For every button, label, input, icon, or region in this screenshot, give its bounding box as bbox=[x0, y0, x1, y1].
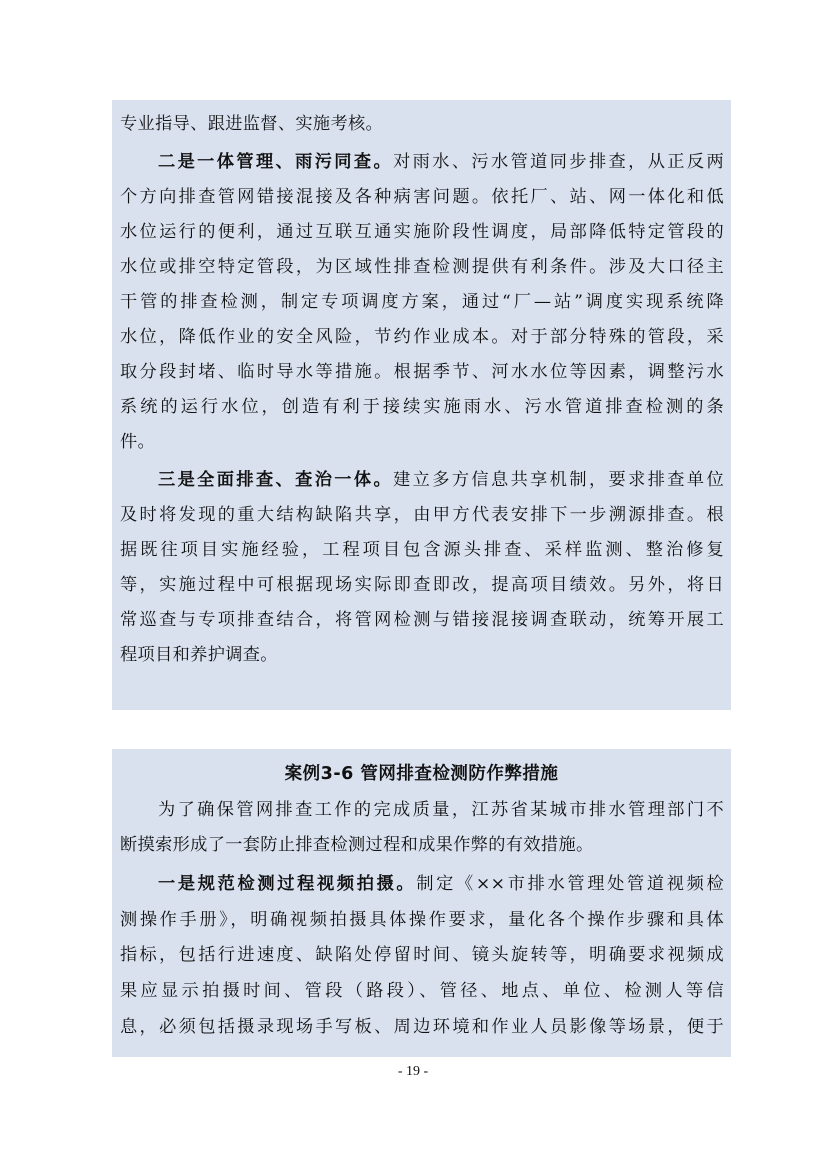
text-line: 专业指导、跟进监督、实施考核。 bbox=[120, 114, 384, 134]
paragraph-text: 建立多方信息共享机制，要求排查单位 bbox=[393, 470, 724, 490]
text-line: 及时将发现的重大结构缺陷共享，由甲方代表安排下一步溯源排查。根 bbox=[120, 505, 724, 525]
page-number: - 19 - bbox=[397, 1064, 429, 1079]
text-line: 指标，包括行进速度、缺陷处停留时间、镜头旋转等，明确要求视频成 bbox=[120, 945, 724, 965]
text-line: 个方向排查管网错接混接及各种病害问题。依托厂、站、网一体化和低 bbox=[120, 187, 724, 207]
paragraph-first-line bbox=[158, 868, 724, 900]
text-line: 件。 bbox=[120, 432, 156, 452]
paragraph-text: 制定《××市排水管理处管道视频检 bbox=[416, 874, 724, 894]
text-line: 水位或排空特定管段，为区域性排查检测提供有利条件。涉及大口径主 bbox=[120, 257, 724, 277]
text-line: 断摸索形成了一套防止排查检测过程和成果作弊的有效措施。 bbox=[120, 835, 594, 855]
paragraph-text: 对雨水、污水管道同步排查，从正反两 bbox=[393, 152, 724, 172]
text-line: 测操作手册》，明确视频拍摄具体操作要求，量化各个操作步骤和具体 bbox=[120, 910, 724, 930]
text-line: 为了确保管网排查工作的完成质量，江苏省某城市排水管理部门不 bbox=[158, 800, 724, 820]
text-line: 等，实施过程中可根据现场实际即查即改，提高项目绩效。另外，将日 bbox=[120, 575, 724, 595]
text-line: 据既往项目实施经验，工程项目包含源头排查、采样监测、整治修复 bbox=[120, 540, 724, 560]
paragraph-2-first-line bbox=[158, 146, 724, 178]
text-line: 系统的运行水位，创造有利于接续实施雨水、污水管道排查检测的条 bbox=[120, 397, 724, 417]
text-line: 程项目和养护调查。 bbox=[120, 645, 278, 665]
paragraph-3-first-line bbox=[158, 464, 724, 496]
text-line: 果应显示拍摄时间、管段（路段）、管径、地点、单位、检测人等信 bbox=[120, 981, 724, 1001]
paragraph-heading: 二是一体管理、雨污同查。 bbox=[158, 152, 394, 172]
text-line: 取分段封堵、临时导水等措施。根据季节、河水水位等因素，调整污水 bbox=[120, 362, 724, 382]
text-line: 水位运行的便利，通过互联互通实施阶段性调度，局部降低特定管段的 bbox=[120, 222, 724, 242]
paragraph-heading: 一是规范检测过程视频拍摄。 bbox=[158, 874, 417, 894]
text-box-1 bbox=[112, 100, 731, 710]
text-line: 水位，降低作业的安全风险，节约作业成本。对于部分特殊的管段，采 bbox=[120, 327, 724, 347]
text-line: 息，必须包括摄录现场手写板、周边环境和作业人员影像等场景，便于 bbox=[120, 1017, 724, 1037]
text-line: 常巡查与专项排查结合，将管网检测与错接混接调查联动，统筹开展工 bbox=[120, 610, 724, 630]
case-box-3-6 bbox=[112, 749, 731, 1057]
paragraph-heading: 三是全面排查、查治一体。 bbox=[158, 470, 394, 490]
text-line: 干管的排查检测，制定专项调度方案，通过“厂—站”调度实现系统降 bbox=[120, 292, 724, 312]
case-title: 案例3-6 管网排查检测防作弊措施 bbox=[284, 764, 559, 784]
